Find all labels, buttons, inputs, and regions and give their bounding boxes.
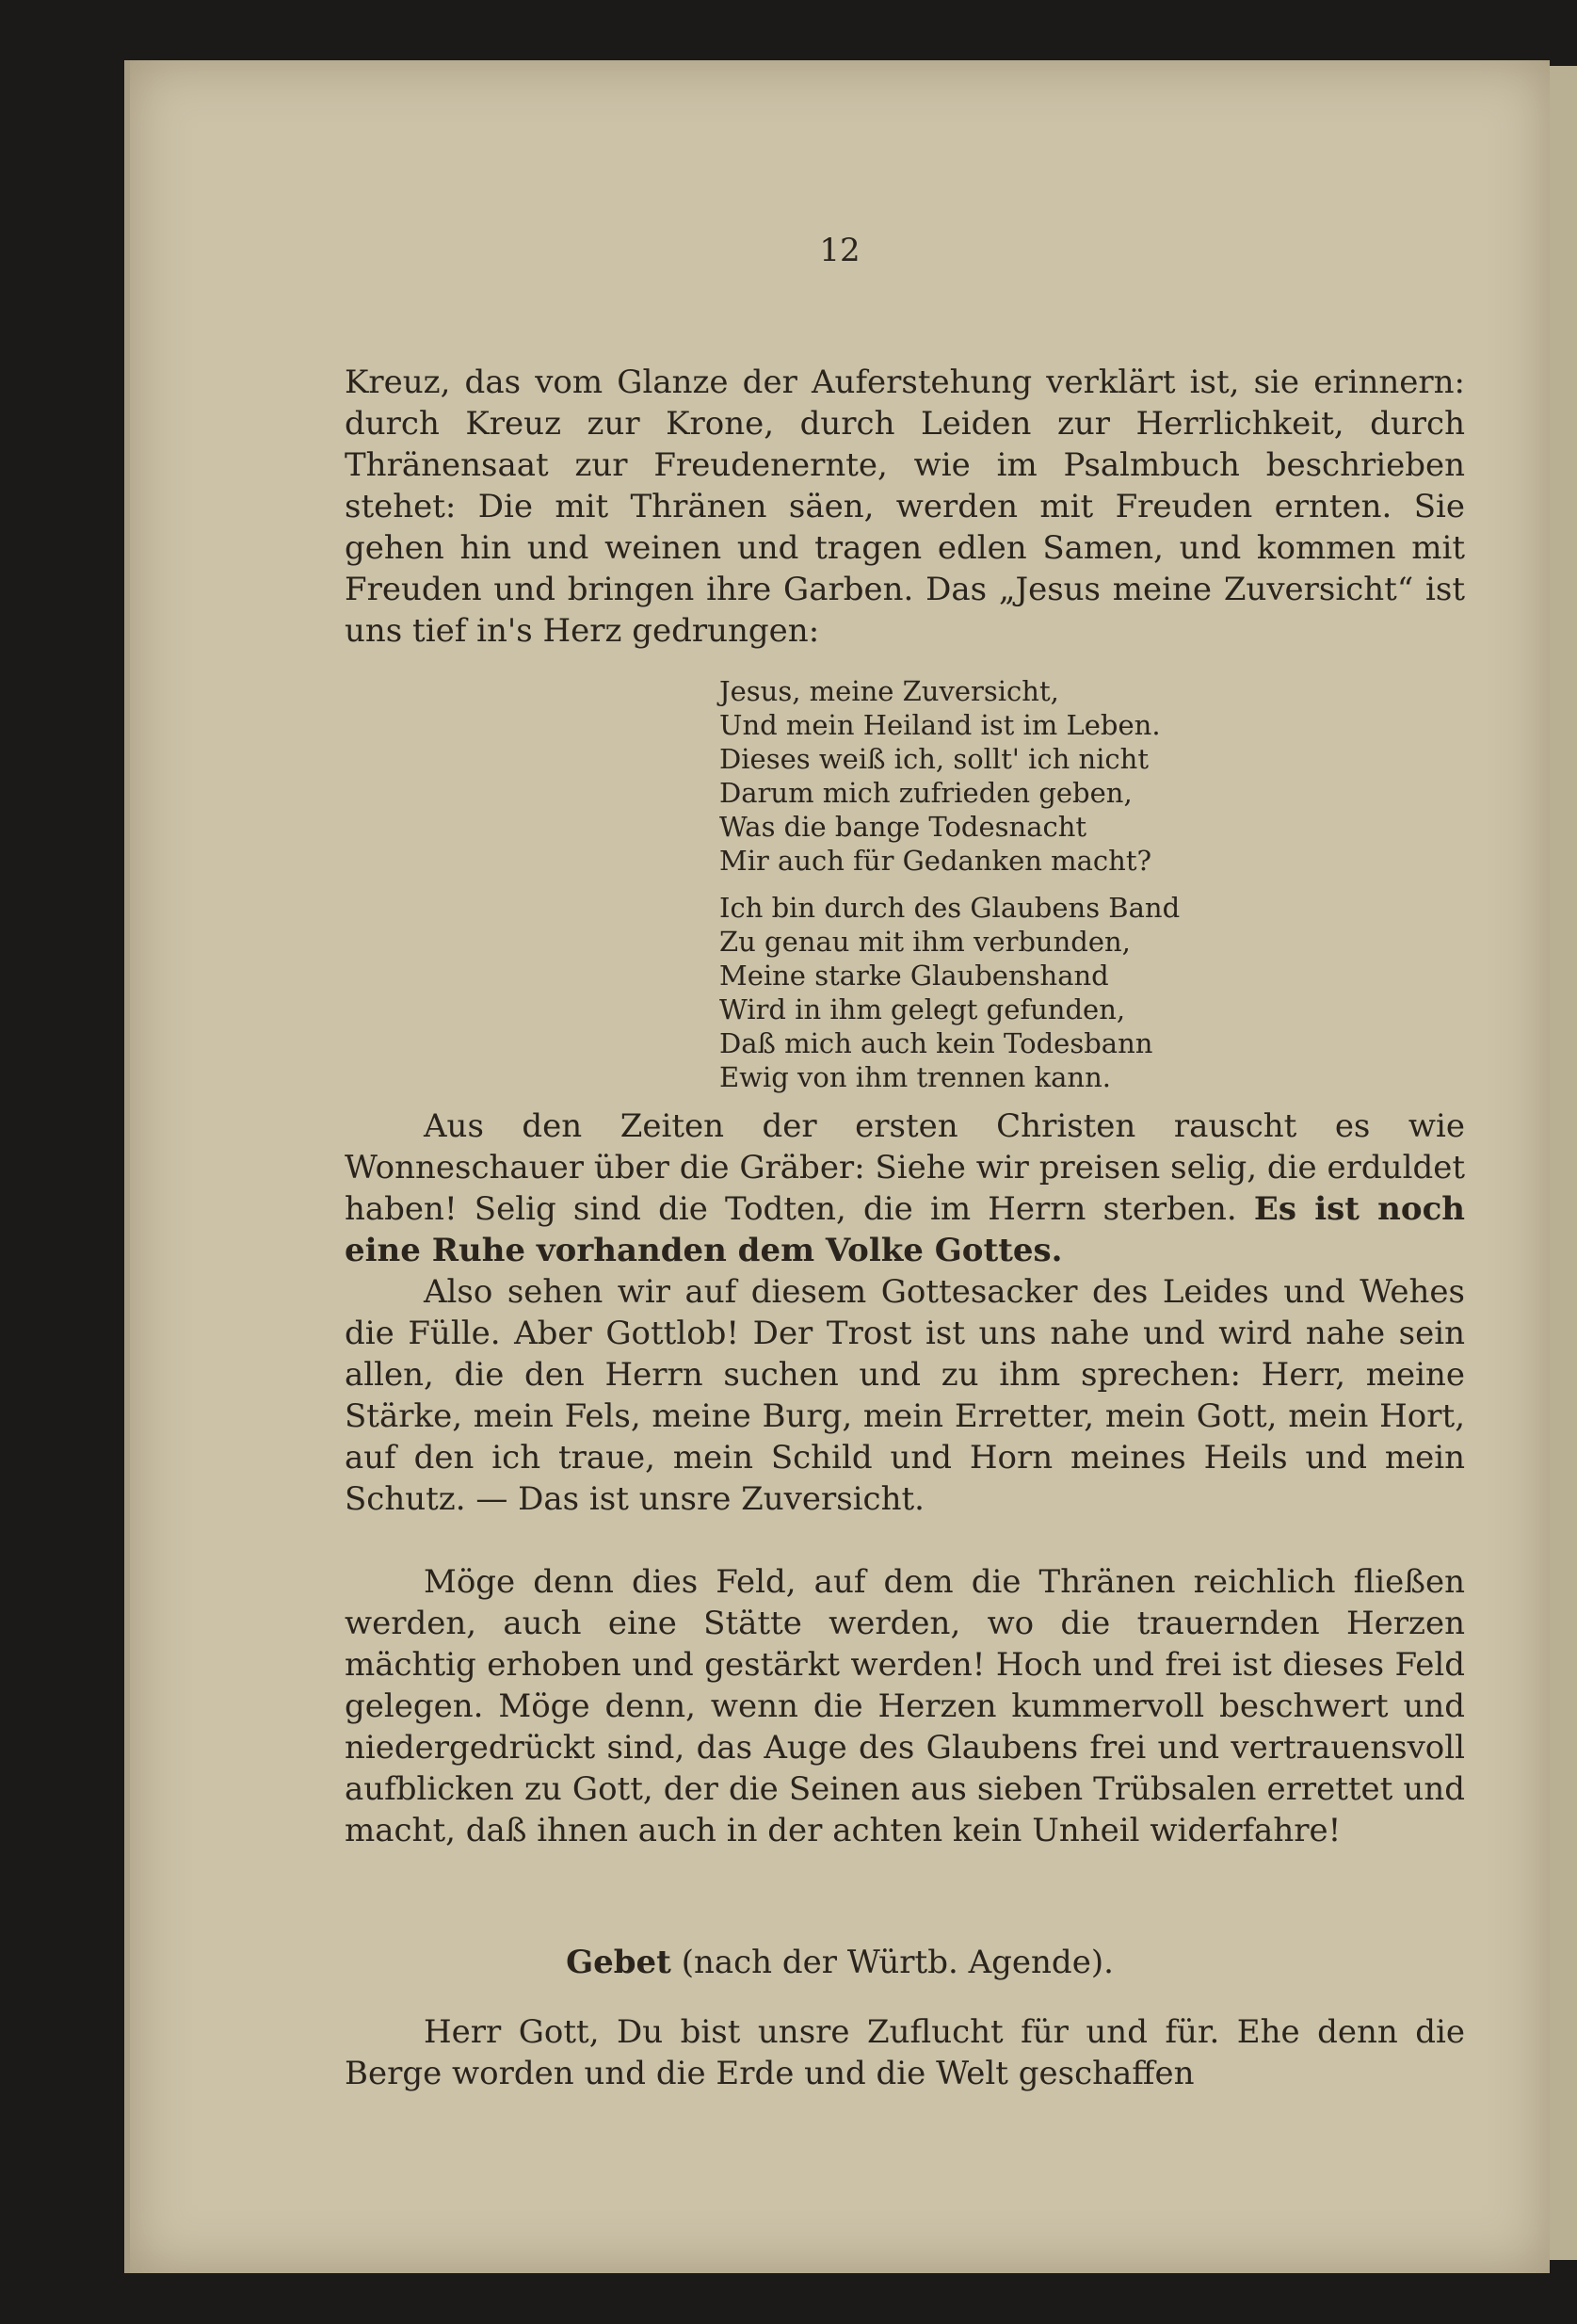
verse-line: Daß mich auch kein Todesbann: [719, 1027, 1153, 1059]
paragraph-2-emphasis: Es ist noch eine Ruhe vorhanden dem Volke Gottes.: [345, 1190, 1466, 1269]
heading-title: Gebet: [566, 1944, 671, 1981]
verse-line: Ich bin durch des Glaubens Band: [719, 892, 1181, 924]
heading-subtitle: (nach der Würtb. Agende).: [681, 1944, 1114, 1981]
book-page: [124, 60, 1550, 2273]
verse-line: Darum mich zufrieden geben,: [719, 777, 1133, 809]
paragraph-1-text: Kreuz, das vom Glanze der Auferstehung verklärt ist, sie erinnern: durch Kreuz zur Krone, durch Leiden zur Herrlichkeit, durch Thränensaat zur Freudenernte, wie im Psalmbuch beschrieben stehet: Die mit Thränen säen, werden mit Freuden ernten. Sie gehen hin und weinen und tragen edlen Samen, und kommen mit Freuden und bringen ihre Garben. Das „Jesus meine Zuversicht“ ist uns tief in's Herz gedrungen:: [345, 363, 1465, 650]
paragraph-5: [345, 2011, 1465, 2094]
verse-line: Und mein Heiland ist im Leben.: [719, 709, 1161, 741]
verse-line: Was die bange Todesnacht: [719, 811, 1087, 843]
verse-stanza-1: [719, 674, 1435, 878]
paragraph-5-text: Herr Gott, Du bist unsre Zuflucht für und für. Ehe denn die Berge worden und die Erde und die Welt geschaffen: [345, 2013, 1465, 2092]
paragraph-3: [345, 1271, 1465, 1520]
paragraph-4: [345, 1561, 1465, 1851]
paragraph-4-text: Möge denn dies Feld, auf dem die Thränen reichlich fließen werden, auch eine Stätte werden, wo die trauernden Herzen mächtig erhoben und gestärkt werden! Hoch und frei ist dieses Feld gelegen. Möge denn, wenn die Herzen kummervoll beschwert und niedergedrückt sind, das Auge des Glaubens frei und vertrauensvoll aufblicken zu Gott, der die Seinen aus sieben Trübsalen errettet und macht, daß ihnen auch in der achten kein Unheil widerfahre!: [345, 1563, 1465, 1849]
paragraph-2-text: Aus den Zeiten der ersten Christen rauscht es wie Wonneschauer über die Gräber: Siehe wir preisen selig, die erduldet haben! Selig sind die Todten, die im Herrn sterben.: [345, 1107, 1465, 1228]
verse-line: Meine starke Glaubenshand: [719, 960, 1109, 992]
hymn-verse: [719, 674, 1435, 1094]
verse-line: Mir auch für Gedanken macht?: [719, 845, 1152, 877]
verse-line: Wird in ihm gelegt gefunden,: [719, 993, 1126, 1025]
verse-line: Dieses weiß ich, sollt' ich nicht: [719, 743, 1149, 775]
paragraph-2: [345, 1106, 1465, 1271]
verse-stanza-2: [719, 891, 1435, 1094]
paragraph-3-text: Also sehen wir auf diesem Gottesacker des Leides und Wehes die Fülle. Aber Gottlob! Der Trost ist uns nahe und wird nahe sein allen, die den Herrn suchen und zu ihm sprechen: Herr, meine Stärke, mein Fels, meine Burg, mein Erretter, mein Gott, mein Hort, auf den ich traue, mein Schild und Horn meines Heils und mein Schutz. — Das ist unsre Zuversicht.: [345, 1273, 1465, 1518]
section-heading: [130, 1944, 1550, 1981]
page-number: 12: [819, 232, 861, 269]
verse-line: Ewig von ihm trennen kann.: [719, 1061, 1111, 1093]
paragraph-1: [345, 362, 1465, 652]
verse-line: Jesus, meine Zuversicht,: [719, 675, 1059, 707]
verse-line: Zu genau mit ihm verbunden,: [719, 926, 1131, 958]
